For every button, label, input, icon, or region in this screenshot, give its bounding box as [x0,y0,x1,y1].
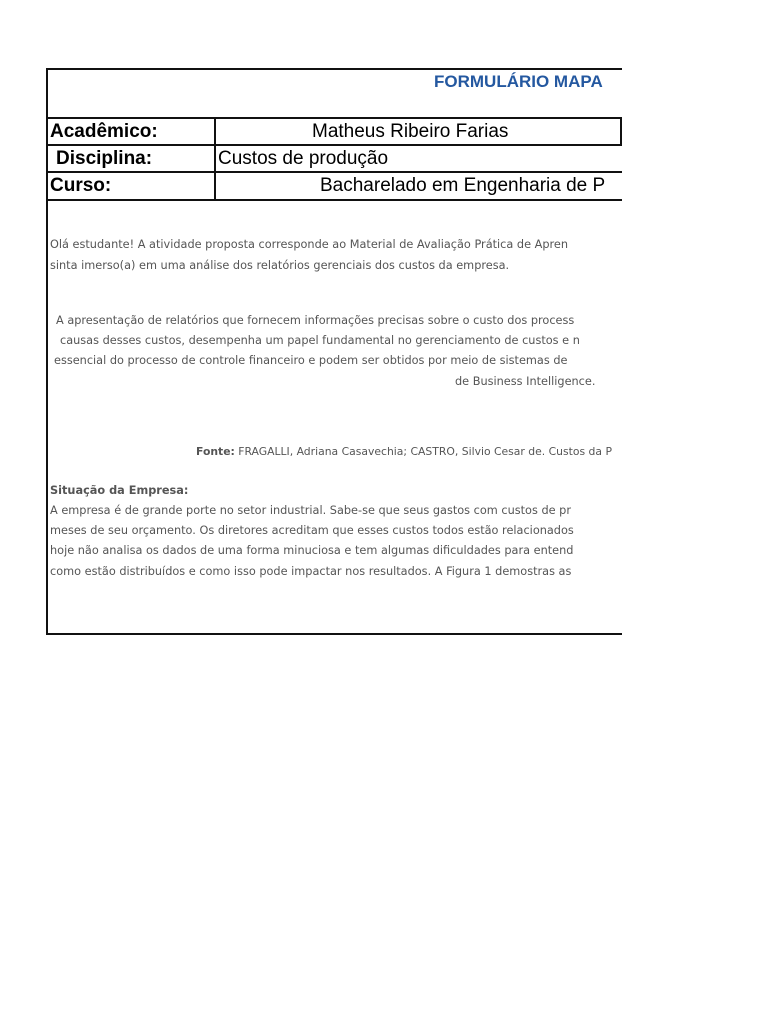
situation-line: meses de seu orçamento. Os diretores acreditam que esses custos todos estão relacionados [50,524,574,537]
field-label: Disciplina: [56,148,153,169]
field-label: Acadêmico: [50,121,158,142]
field-value: Matheus Ribeiro Farias [312,121,509,142]
situation-line: hoje não analisa os dados de uma forma minuciosa e tem algumas dificuldades para entend [50,544,574,557]
field-value-cell [214,173,622,199]
field-label: Curso: [50,175,112,196]
intro-line: sinta imerso(a) em uma análise dos relatórios gerenciais dos custos da empresa. [50,259,510,272]
quote-line: A apresentação de relatórios que fornecem informações precisas sobre o custo dos process [56,314,575,327]
quote-line: essencial do processo de controle financeiro e podem ser obtidos por meio de sistemas de [54,354,568,367]
field-value: Bacharelado em Engenharia de P [320,175,606,196]
form-sheet [46,68,622,635]
field-value-cell [214,119,620,145]
situation-line: como estão distribuídos e como isso pode impactar nos resultados. A Figura 1 demostras as [50,565,572,578]
quote-line: de Business Intelligence. [455,375,596,388]
situation-heading: Situação da Empresa: [50,484,189,497]
situation-line: A empresa é de grande porte no setor industrial. Sabe-se que seus gastos com custos de pr [50,504,571,517]
source-citation [196,445,612,458]
field-value-cell [214,146,622,172]
field-value: Custos de produção [218,148,389,169]
field-row-curso [48,171,622,201]
source-label: Fonte: [196,445,235,458]
intro-line: Olá estudante! A atividade proposta corresponde ao Material de Avaliação Prática de Apren [50,238,569,251]
quote-line: causas desses custos, desempenha um papel fundamental no gerenciamento de custos e n [60,334,580,347]
source-text: FRAGALLI, Adriana Casavechia; CASTRO, Silvio Cesar de. Custos da P [238,445,612,458]
field-row-academico [48,117,622,145]
field-row-disciplina [48,144,622,172]
form-title: FORMULÁRIO MAPA [434,72,603,91]
